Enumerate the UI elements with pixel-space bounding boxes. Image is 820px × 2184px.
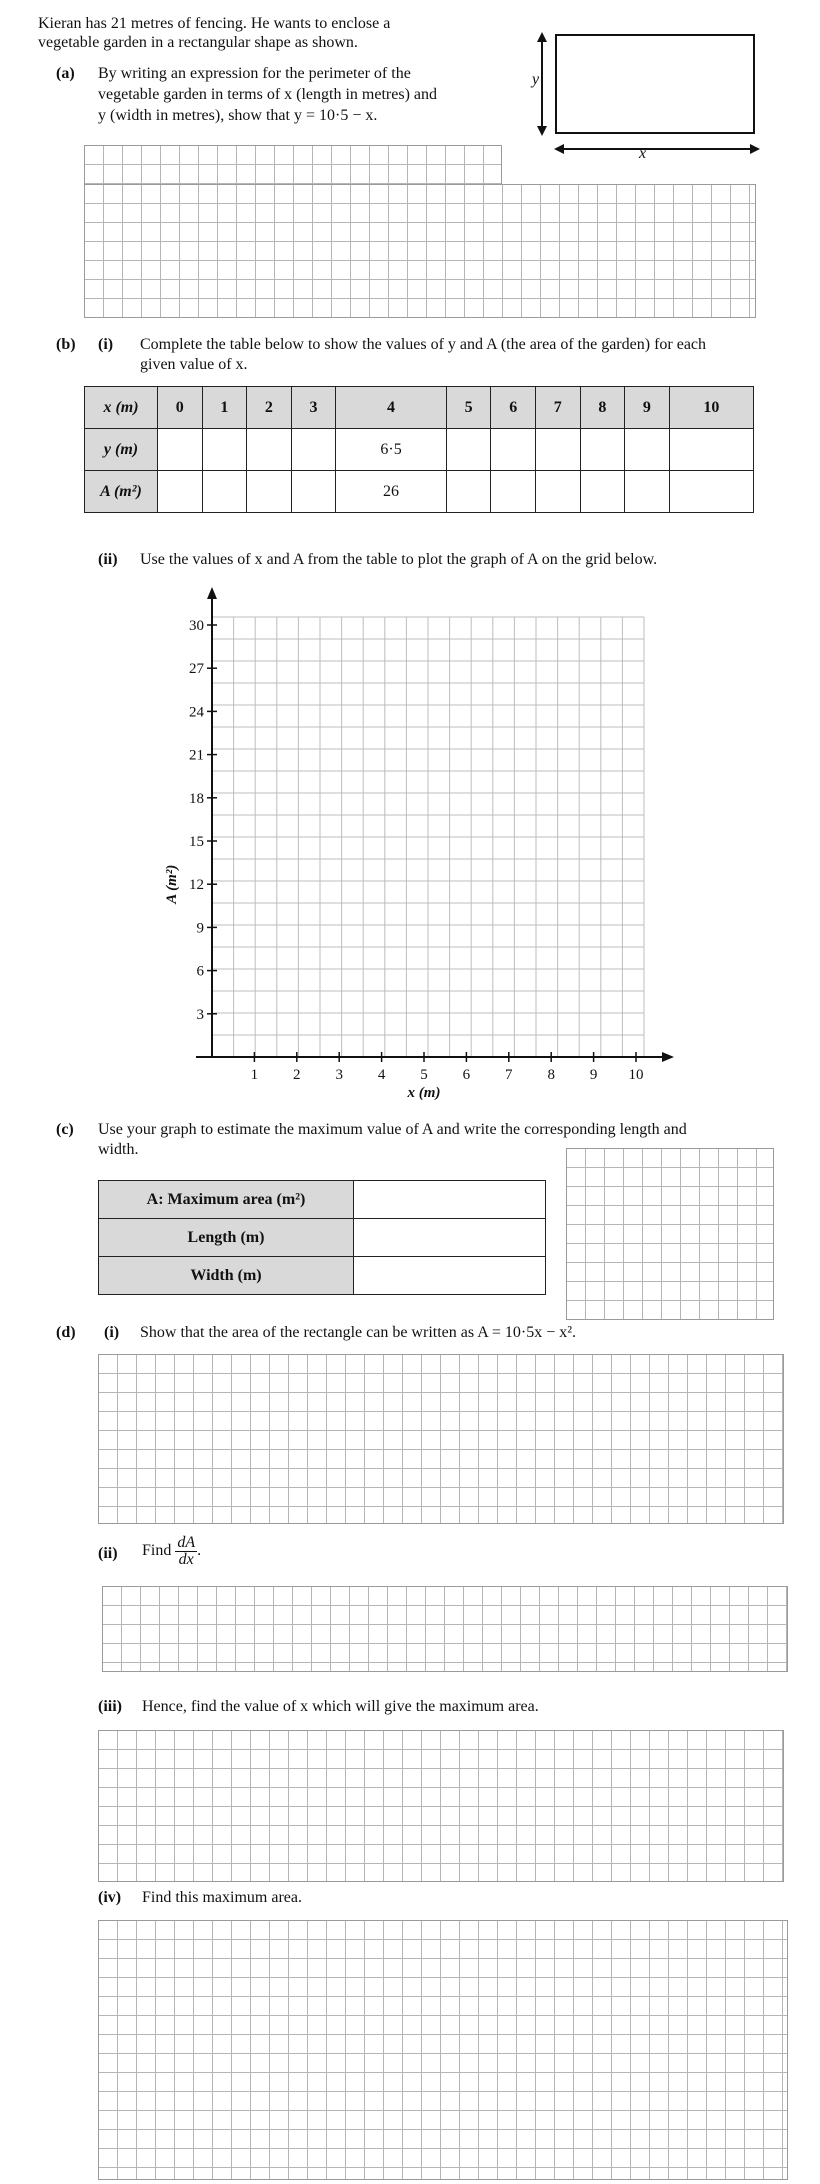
x-axis-arrow bbox=[662, 1052, 674, 1062]
answer-grid-d-iii[interactable] bbox=[98, 1730, 784, 1882]
dA-dx-fraction bbox=[175, 1535, 197, 1568]
x-tick-label: 8 bbox=[547, 1067, 555, 1083]
a-cell[interactable] bbox=[202, 471, 247, 513]
max-area-label: A: Maximum area (m²) bbox=[99, 1181, 354, 1219]
answer-grid-a-top[interactable] bbox=[84, 145, 502, 185]
width-row bbox=[99, 1257, 546, 1295]
part-d-text-iv: Find this maximum area. bbox=[142, 1889, 302, 1906]
part-b-line-3: Use the values of x and A from the table to plot the graph of A on the grid below. bbox=[140, 551, 658, 568]
width-label: Width (m) bbox=[99, 1257, 354, 1295]
x-cell: 4 bbox=[336, 387, 447, 429]
x-cell: 9 bbox=[625, 387, 670, 429]
x-cell: 6 bbox=[491, 387, 536, 429]
fraction-numerator: dA bbox=[177, 1534, 196, 1551]
y-arrow-up bbox=[537, 32, 547, 42]
row-header-a: A (m²) bbox=[85, 471, 158, 513]
a-cell[interactable] bbox=[247, 471, 292, 513]
x-cell: 8 bbox=[580, 387, 625, 429]
graph-ticks bbox=[207, 625, 636, 1062]
x-tick-label: 1 bbox=[250, 1067, 259, 1083]
a-cell[interactable] bbox=[291, 471, 336, 513]
y-axis-arrow bbox=[207, 587, 217, 599]
y-cell[interactable] bbox=[625, 429, 670, 471]
y-tick-label: 21 bbox=[189, 747, 204, 764]
a-cell[interactable] bbox=[625, 471, 670, 513]
table-row-x bbox=[85, 387, 754, 429]
x-cell: 1 bbox=[202, 387, 247, 429]
diagram-x-label: x bbox=[639, 145, 647, 162]
part-d-sub-ii: (ii) bbox=[98, 1545, 118, 1562]
x-tick-label: 2 bbox=[293, 1067, 301, 1083]
x-tick-label: 7 bbox=[505, 1067, 513, 1083]
x-arrow-right bbox=[750, 144, 760, 154]
diagram-y-label: y bbox=[532, 71, 540, 88]
part-d-sub-i: (i) bbox=[104, 1324, 120, 1341]
y-cell[interactable] bbox=[247, 429, 292, 471]
x-cell: 0 bbox=[158, 387, 203, 429]
part-d-text-iii: Hence, find the value of x which will give the maximum area. bbox=[142, 1698, 539, 1715]
part-b-line-2: given value of x. bbox=[140, 356, 248, 373]
fraction-denominator: dx bbox=[178, 1551, 194, 1568]
y-tick-label: 9 bbox=[196, 920, 204, 937]
values-table bbox=[84, 386, 754, 513]
row-header-y: y (m) bbox=[85, 429, 158, 471]
y-cell[interactable] bbox=[491, 429, 536, 471]
intro-line-1: Kieran has 21 metres of fencing. He wants to enclose a bbox=[38, 15, 391, 32]
answer-grid-d-ii[interactable] bbox=[102, 1586, 788, 1672]
y-tick-label: 15 bbox=[189, 834, 204, 850]
x-cell: 2 bbox=[247, 387, 292, 429]
x-tick-label: 5 bbox=[420, 1067, 428, 1083]
max-area-answer[interactable] bbox=[354, 1181, 546, 1219]
max-area-table bbox=[98, 1180, 546, 1295]
y-tick-label: 30 bbox=[189, 618, 204, 634]
table-row-y bbox=[85, 429, 754, 471]
part-d-sub-iii: (iii) bbox=[98, 1698, 122, 1715]
y-arrow-down bbox=[537, 126, 547, 136]
graph-grid bbox=[212, 617, 644, 1057]
part-a-line-2: vegetable garden in terms of x (length in metres) and bbox=[98, 86, 437, 103]
x-cell: 3 bbox=[291, 387, 336, 429]
length-label: Length (m) bbox=[99, 1219, 354, 1257]
part-b-sub-i: (i) bbox=[98, 336, 114, 353]
area-graph[interactable] bbox=[140, 585, 660, 1101]
table-row-a bbox=[85, 471, 754, 513]
find-text: Find bbox=[142, 1542, 172, 1560]
y-tick-label: 12 bbox=[189, 877, 204, 894]
part-d-text-i: Show that the area of the rectangle can be written as A = 10·5x − x². bbox=[140, 1324, 577, 1341]
y-cell[interactable] bbox=[202, 429, 247, 471]
max-area-row bbox=[99, 1181, 546, 1219]
answer-grid-d-iv[interactable] bbox=[98, 1920, 788, 2180]
part-b-sub-ii: (ii) bbox=[98, 551, 118, 568]
intro-line-2: vegetable garden in a rectangular shape as shown. bbox=[38, 34, 358, 51]
answer-grid-d-i[interactable] bbox=[98, 1354, 784, 1524]
x-cell: 5 bbox=[446, 387, 491, 429]
answer-grid-a[interactable] bbox=[84, 184, 756, 318]
y-tick-label: 6 bbox=[196, 963, 204, 980]
length-answer[interactable] bbox=[354, 1219, 546, 1257]
answer-grid-c[interactable] bbox=[566, 1148, 774, 1320]
part-a-line-1: By writing an expression for the perimeter of the bbox=[98, 65, 411, 82]
a-cell[interactable] bbox=[491, 471, 536, 513]
part-d-label: (d) bbox=[56, 1324, 76, 1341]
part-c-line-2: width. bbox=[98, 1141, 139, 1158]
x-tick-label: 6 bbox=[462, 1067, 471, 1083]
y-cell[interactable] bbox=[446, 429, 491, 471]
x-axis-title: x (m) bbox=[407, 1085, 441, 1101]
x-cell: 10 bbox=[669, 387, 753, 429]
part-b-line-1: Complete the table below to show the values of y and A (the area of the garden) for each bbox=[140, 336, 707, 353]
a-cell[interactable] bbox=[446, 471, 491, 513]
part-c-label: (c) bbox=[56, 1121, 74, 1138]
part-b-label: (b) bbox=[56, 336, 76, 353]
garden-rectangle bbox=[556, 35, 754, 133]
y-tick-label: 18 bbox=[189, 790, 204, 807]
part-a-line-3: y (width in metres), show that y = 10·5 − x. bbox=[98, 107, 378, 124]
y-tick-label: 24 bbox=[189, 704, 204, 721]
a-cell[interactable] bbox=[580, 471, 625, 513]
part-d-sub-iv: (iv) bbox=[98, 1889, 122, 1906]
x-cell: 7 bbox=[535, 387, 580, 429]
part-a-label: (a) bbox=[56, 65, 75, 82]
garden-diagram bbox=[530, 28, 770, 162]
x-arrow-left bbox=[554, 144, 564, 154]
part-c-line-1: Use your graph to estimate the maximum value of A and write the corresponding length and bbox=[98, 1121, 687, 1138]
row-header-x: x (m) bbox=[85, 387, 158, 429]
y-cell[interactable] bbox=[669, 429, 753, 471]
y-tick-label: 27 bbox=[189, 661, 204, 678]
y-cell: 6·5 bbox=[336, 429, 447, 471]
length-row bbox=[99, 1219, 546, 1257]
y-cell[interactable] bbox=[535, 429, 580, 471]
y-cell[interactable] bbox=[158, 429, 203, 471]
a-cell[interactable] bbox=[669, 471, 753, 513]
part-d-text-ii: Find $\frac{dA}{dx}$ . bbox=[142, 1534, 202, 1568]
width-answer[interactable] bbox=[354, 1257, 546, 1295]
y-cell[interactable] bbox=[291, 429, 336, 471]
x-tick-label: 10 bbox=[628, 1067, 644, 1083]
x-tick-label: 3 bbox=[335, 1067, 343, 1083]
y-tick-label: 3 bbox=[196, 1006, 204, 1023]
y-cell[interactable] bbox=[580, 429, 625, 471]
x-tick-label: 9 bbox=[589, 1067, 598, 1083]
y-axis-title: A (m²) bbox=[164, 864, 180, 904]
x-tick-label: 4 bbox=[377, 1067, 386, 1083]
a-cell[interactable] bbox=[535, 471, 580, 513]
a-cell[interactable] bbox=[158, 471, 203, 513]
a-cell: 26 bbox=[336, 471, 447, 513]
